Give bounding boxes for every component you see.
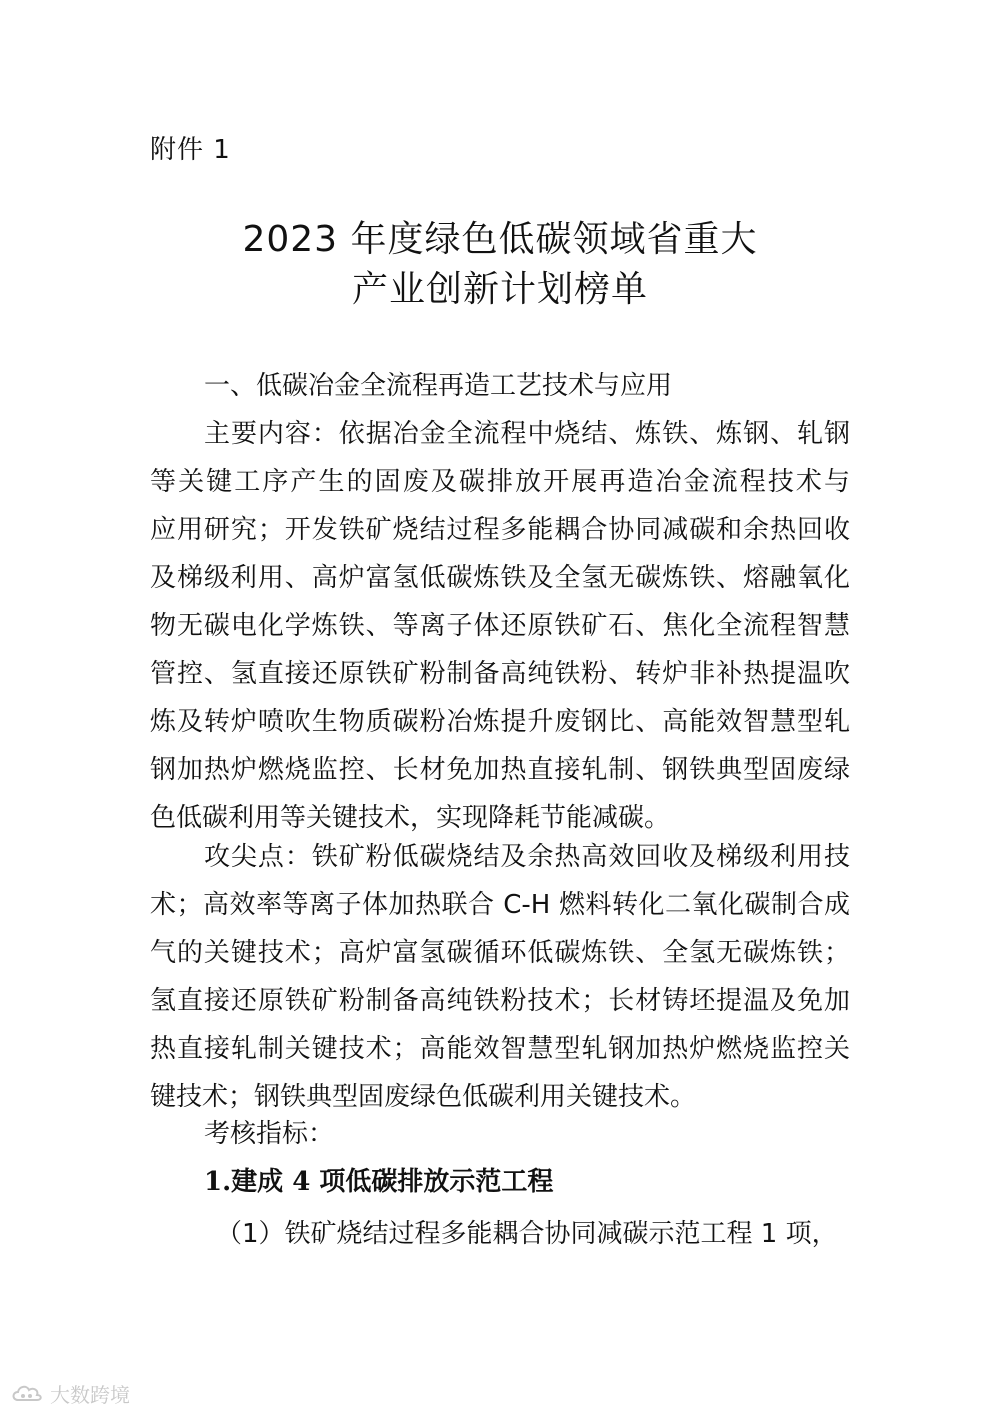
assessment-label bbox=[150, 1110, 850, 1158]
indicator-heading bbox=[150, 1158, 850, 1206]
paragraph-line: 炼及转炉喷吹生物质碳粉冶炼提升废钢比、高能效智慧型轧 bbox=[150, 707, 850, 737]
cloud-logo-icon bbox=[10, 1382, 44, 1404]
section-heading-text: 一、低碳冶金全流程再造工艺技术与应用 bbox=[204, 371, 673, 401]
paragraph-line: 等关键工序产生的固废及碳排放开展再造冶金流程技术与 bbox=[150, 467, 850, 497]
paragraph-line: 气的关键技术；高炉富氢碳循环低碳炼铁、全氢无碳炼铁； bbox=[150, 938, 850, 968]
key-points-paragraph bbox=[150, 833, 850, 1121]
paragraph-line: 及梯级利用、高炉富氢低碳炼铁及全氢无碳炼铁、熔融氧化 bbox=[150, 563, 850, 593]
paragraph-line: 术；高效率等离子体加热联合 C-H 燃料转化二氧化碳制合成 bbox=[150, 890, 850, 920]
watermark-text: 大数跨境 bbox=[50, 1382, 130, 1407]
paragraph-line: 色低碳利用等关键技术，实现降耗节能减碳。 bbox=[150, 803, 671, 833]
paragraph-line: 热直接轧制关键技术；高能效智慧型轧钢加热炉燃烧监控关 bbox=[150, 1034, 850, 1064]
attachment-label: 附件 1 bbox=[150, 135, 231, 165]
indicator-item-text: （1）铁矿烧结过程多能耦合协同减碳示范工程 1 项， bbox=[216, 1219, 838, 1249]
paragraph-line: 管控、氢直接还原铁矿粉制备高纯铁粉、转炉非补热提温吹 bbox=[150, 659, 850, 689]
assessment-label-text: 考核指标： bbox=[204, 1119, 335, 1149]
paragraph-line: 氢直接还原铁矿粉制备高纯铁粉技术；长材铸坯提温及免加 bbox=[150, 986, 850, 1016]
paragraph-line: 键技术；钢铁典型固废绿色低碳利用关键技术。 bbox=[150, 1082, 697, 1112]
main-content-paragraph bbox=[150, 410, 850, 842]
paragraph-line: 物无碳电化学炼铁、等离子体还原铁矿石、焦化全流程智慧 bbox=[150, 611, 850, 641]
paragraph-line: 钢加热炉燃烧监控、长材免加热直接轧制、钢铁典型固废绿 bbox=[150, 755, 850, 785]
indicator-item bbox=[150, 1210, 850, 1258]
paragraph-line: 攻尖点：铁矿粉低碳烧结及余热高效回收及梯级利用技 bbox=[204, 842, 850, 872]
paragraph-line: 主要内容：依据冶金全流程中烧结、炼铁、炼钢、轧钢 bbox=[204, 419, 850, 449]
section-heading bbox=[150, 362, 850, 410]
paragraph-line: 应用研究；开发铁矿烧结过程多能耦合协同减碳和余热回收 bbox=[150, 515, 850, 545]
watermark bbox=[10, 1378, 130, 1408]
indicator-heading-text: 1.建成 4 项低碳排放示范工程 bbox=[204, 1167, 554, 1197]
document-title-line-1: 2023 年度绿色低碳领域省重大 bbox=[242, 219, 758, 260]
document-title-line-2: 产业创新计划榜单 bbox=[351, 269, 648, 310]
